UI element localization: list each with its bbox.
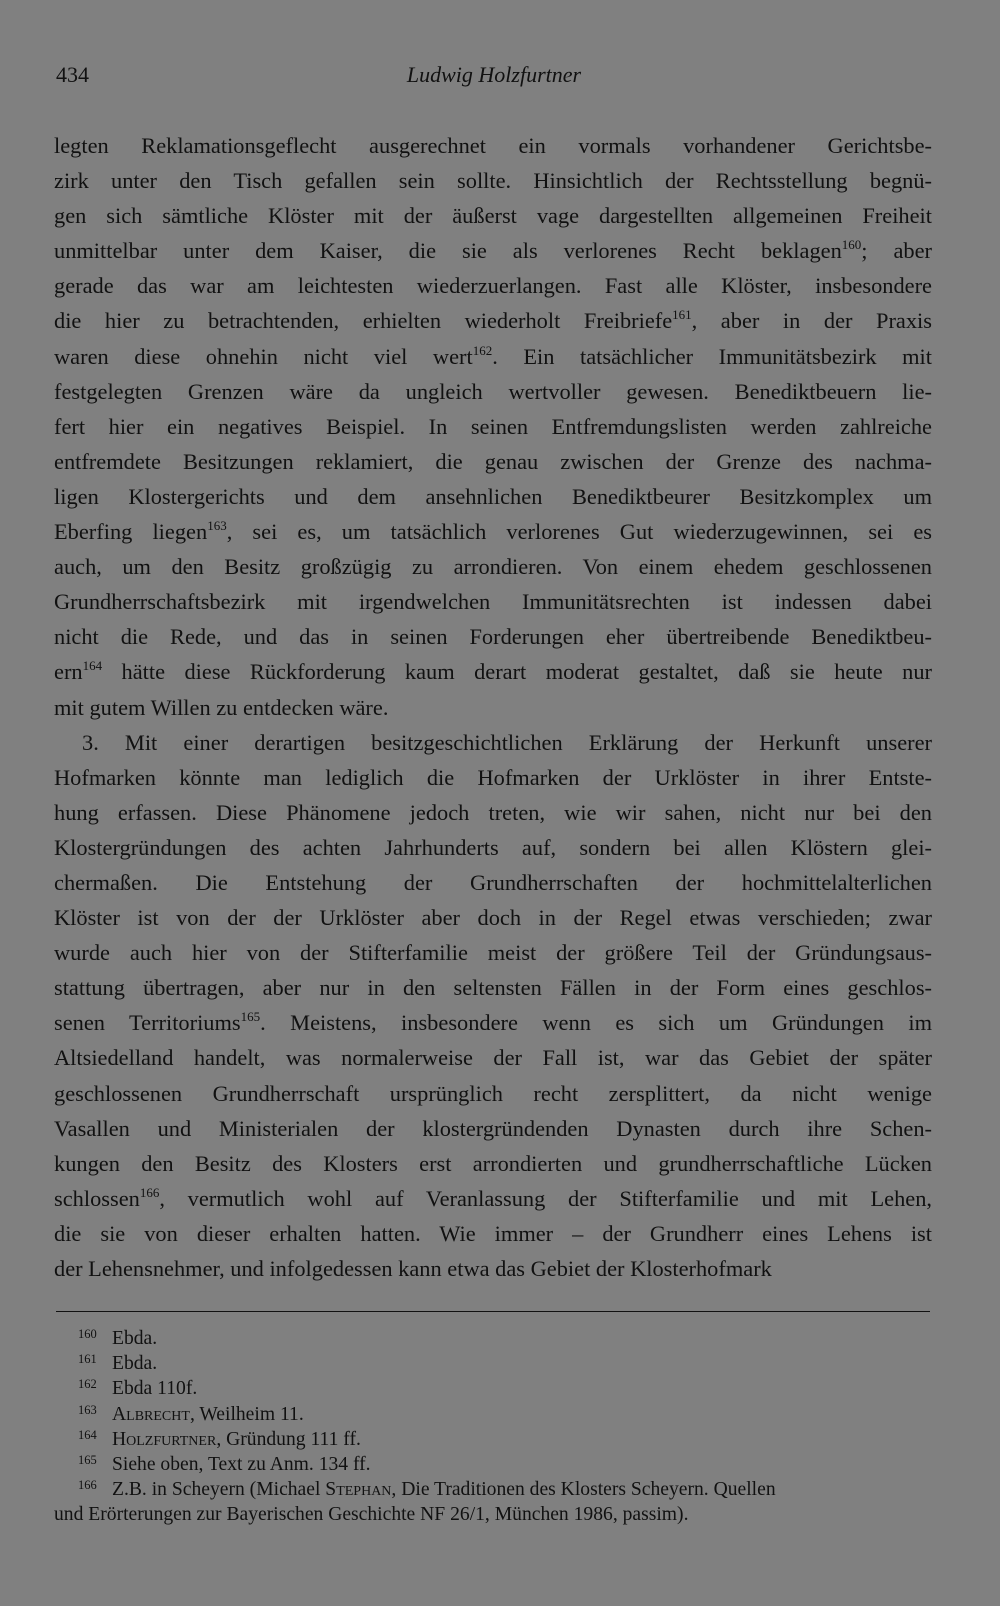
text-line xyxy=(54,163,932,198)
text-run: hung erfassen. Diese Phänomene jedoch treten, wie wir sahen, nicht nur bei den xyxy=(54,799,932,825)
footnote-text: Ebda 110f. xyxy=(112,1378,198,1400)
text-line xyxy=(54,795,932,830)
author-name: Stephan xyxy=(325,1479,392,1501)
footnote-text: Siehe oben, Text zu Anm. 134 ff. xyxy=(112,1454,371,1476)
text-line xyxy=(54,409,932,444)
text-run: Klostergründungen des achten Jahrhunderts auf, sondern bei allen Klöstern glei- xyxy=(54,834,932,860)
text-run: entfremdete Besitzungen reklamiert, die genau zwischen der Grenze des nachma- xyxy=(54,448,932,474)
text-run: stattung übertragen, aber nur in den seltensten Fällen in der Form eines geschlos- xyxy=(54,975,932,1001)
text-line xyxy=(54,1251,932,1286)
text-run: , sei es, um tatsächlich verlorenes Gut wiederzugewinnen, sei es xyxy=(226,519,933,545)
text-run: der Lehensnehmer, und infolgedessen kann etwa das Gebiet der Klosterhofmark xyxy=(54,1256,772,1281)
text-line xyxy=(54,970,932,1005)
text-line xyxy=(54,233,932,268)
text-run: Eberfing liegen xyxy=(54,519,208,545)
footnote-marker[interactable]: 162 xyxy=(472,342,493,358)
footnote: 160 Ebda. xyxy=(78,1327,158,1349)
text-line xyxy=(54,830,932,865)
text-run: die hier zu betrachtenden, erhielten wiederholt Freibriefe xyxy=(54,308,673,334)
text-run: wurde auch hier von der Stifterfamilie meist der größere Teil der Gründungsaus- xyxy=(54,940,932,966)
footnote-text: Z.B. in Scheyern (Michael xyxy=(112,1479,326,1501)
text-run: . Ein tatsächlicher Immunitätsbezirk mit xyxy=(492,343,932,369)
text-run: Klöster ist von der der Urklöster aber doch in der Regel etwas verschieden; zwar xyxy=(54,905,932,931)
text-run: kungen den Besitz des Klosters erst arrondierten und grundherrschaftliche Lücken xyxy=(54,1150,932,1176)
text-line xyxy=(54,654,932,689)
footnote-marker[interactable]: 161 xyxy=(672,307,692,323)
text-run: mit gutem Willen zu entdecken wäre. xyxy=(54,694,389,720)
author-name: Holzfurtner xyxy=(112,1428,217,1450)
body-text xyxy=(54,128,932,1286)
page-header xyxy=(56,62,932,96)
text-line xyxy=(54,690,932,725)
footnote-text: , Weilheim 11. xyxy=(189,1403,304,1425)
text-line xyxy=(54,900,932,935)
text-line xyxy=(54,1146,932,1181)
text-run: ern xyxy=(54,659,83,685)
footnote-text: Ebda. xyxy=(112,1328,158,1349)
text-run: nicht die Rede, und das in seinen Forderungen eher übertreibende Benediktbeu- xyxy=(54,624,932,650)
footnote-marker[interactable]: 165 xyxy=(240,1009,261,1025)
text-line xyxy=(54,865,932,900)
text-run: 3. Mit einer derartigen besitzgeschichtlichen Erklärung der Herkunft unserer xyxy=(82,729,932,755)
footnote: 162 Ebda 110f. xyxy=(78,1377,198,1400)
text-run: geschlossenen Grundherrschaft ursprünglich recht zersplittert, da nicht wenige xyxy=(54,1080,932,1106)
text-line xyxy=(54,303,932,338)
text-line xyxy=(54,584,932,619)
text-line xyxy=(54,128,932,163)
text-run: auch, um den Besitz großzügig zu arrondieren. Von einem ehedem geschlossenen xyxy=(54,554,932,580)
text-line xyxy=(54,444,932,479)
text-run: , vermutlich wohl auf Veranlassung der Stifterfamilie und mit Lehen, xyxy=(159,1185,932,1211)
text-run: zirk unter den Tisch gefallen sein sollte. Hinsichtlich der Rechtsstellung begnü- xyxy=(54,168,932,194)
text-line xyxy=(54,935,932,970)
running-head: Ludwig Holzfurtner xyxy=(406,62,582,87)
text-line xyxy=(54,760,932,795)
footnote-text: , Gründung 111 ff. xyxy=(216,1428,361,1450)
text-run: fert hier ein negatives Beispiel. In seinen Entfremdungslisten werden zahlreiche xyxy=(54,413,932,439)
footnote: 163 Albrecht, Weilheim 11. xyxy=(78,1402,304,1425)
text-run: unmittelbar unter dem Kaiser, die sie als verlorenes Recht beklagen xyxy=(54,238,842,264)
text-run: waren diese ohnehin nicht viel wert xyxy=(54,343,473,369)
footnote-continuation: und Erörterungen zur Bayerischen Geschichte NF 26/1, München 1986, passim). xyxy=(54,1504,689,1526)
text-line xyxy=(54,374,932,409)
text-run: chermaßen. Die Entstehung der Grundherrschaften der hochmittelalterlichen xyxy=(54,869,932,895)
footnote: 166 Z.B. in Scheyern (Michael Stephan, Die Traditionen des Klosters Scheyern. Quellen xyxy=(78,1478,776,1501)
text-run: ; aber xyxy=(861,238,932,264)
text-run: hätte diese Rückforderung kaum derart moderat gestaltet, daß sie heute nur xyxy=(102,659,932,685)
text-run: gen sich sämtliche Klöster mit der äußerst vage dargestellten allgemeinen Freiheit xyxy=(54,203,932,229)
text-run: schlossen xyxy=(54,1185,140,1211)
footnote: 165 Siehe oben, Text zu Anm. 134 ff. xyxy=(78,1453,371,1476)
text-run: Altsiedelland handelt, was normalerweise der Fall ist, war das Gebiet der später xyxy=(54,1045,932,1071)
text-run: Hofmarken könnte man lediglich die Hofmarken der Urklöster in ihrer Entste- xyxy=(54,764,932,790)
text-line xyxy=(54,514,932,549)
text-run: Vasallen und Ministerialen der klostergründenden Dynasten durch ihre Schen- xyxy=(54,1115,932,1141)
text-run: festgelegten Grenzen wäre da ungleich wertvoller gewesen. Benediktbeuern lie- xyxy=(54,378,932,404)
text-run: senen Territoriums xyxy=(54,1010,241,1036)
page-number: 434 xyxy=(56,62,89,87)
text-line xyxy=(54,1040,932,1075)
author-name: Albrecht xyxy=(112,1403,190,1425)
footnote: 164 Holzfurtner, Gründung 111 ff. xyxy=(78,1427,361,1450)
text-line xyxy=(54,198,932,233)
text-line xyxy=(54,479,932,514)
footnote-marker[interactable]: 160 xyxy=(841,237,862,253)
text-run: legten Reklamationsgeflecht ausgerechnet ein vormals vorhandener Gerichtsbe- xyxy=(54,133,932,158)
footnote-marker[interactable]: 163 xyxy=(207,518,227,534)
text-line xyxy=(54,268,932,303)
text-line xyxy=(54,1216,932,1251)
text-line xyxy=(54,1181,932,1216)
text-run: ligen Klostergerichts und dem ansehnlichen Benediktbeurer Besitzkomplex um xyxy=(54,483,932,509)
text-line xyxy=(54,1111,932,1146)
footnote-text: Ebda. xyxy=(112,1353,158,1375)
text-run: gerade das war am leichtesten wiederzuerlangen. Fast alle Klöster, insbesondere xyxy=(54,273,932,299)
text-line xyxy=(54,725,932,760)
footnote-rule xyxy=(56,1311,930,1312)
text-run: . Meistens, insbesondere wenn es sich um Gründungen im xyxy=(260,1010,932,1036)
text-line xyxy=(54,1076,932,1111)
text-line xyxy=(54,549,932,584)
footnote: 161 Ebda. xyxy=(78,1352,158,1375)
text-line xyxy=(54,339,932,374)
footnotes xyxy=(54,1326,934,1528)
text-run: Grundherrschaftsbezirk mit irgendwelchen Immunitätsrechten ist indessen dabei xyxy=(54,589,932,615)
text-run: , aber in der Praxis xyxy=(691,308,932,334)
footnote-text: , Die Traditionen des Klosters Scheyern. Quellen xyxy=(391,1479,776,1501)
footnote-marker[interactable]: 164 xyxy=(82,658,103,674)
footnote-marker[interactable]: 166 xyxy=(139,1184,160,1200)
text-line xyxy=(54,1005,932,1040)
text-line xyxy=(54,619,932,654)
text-run: die sie von dieser erhalten hatten. Wie immer – der Grundherr eines Lehens ist xyxy=(54,1220,932,1246)
